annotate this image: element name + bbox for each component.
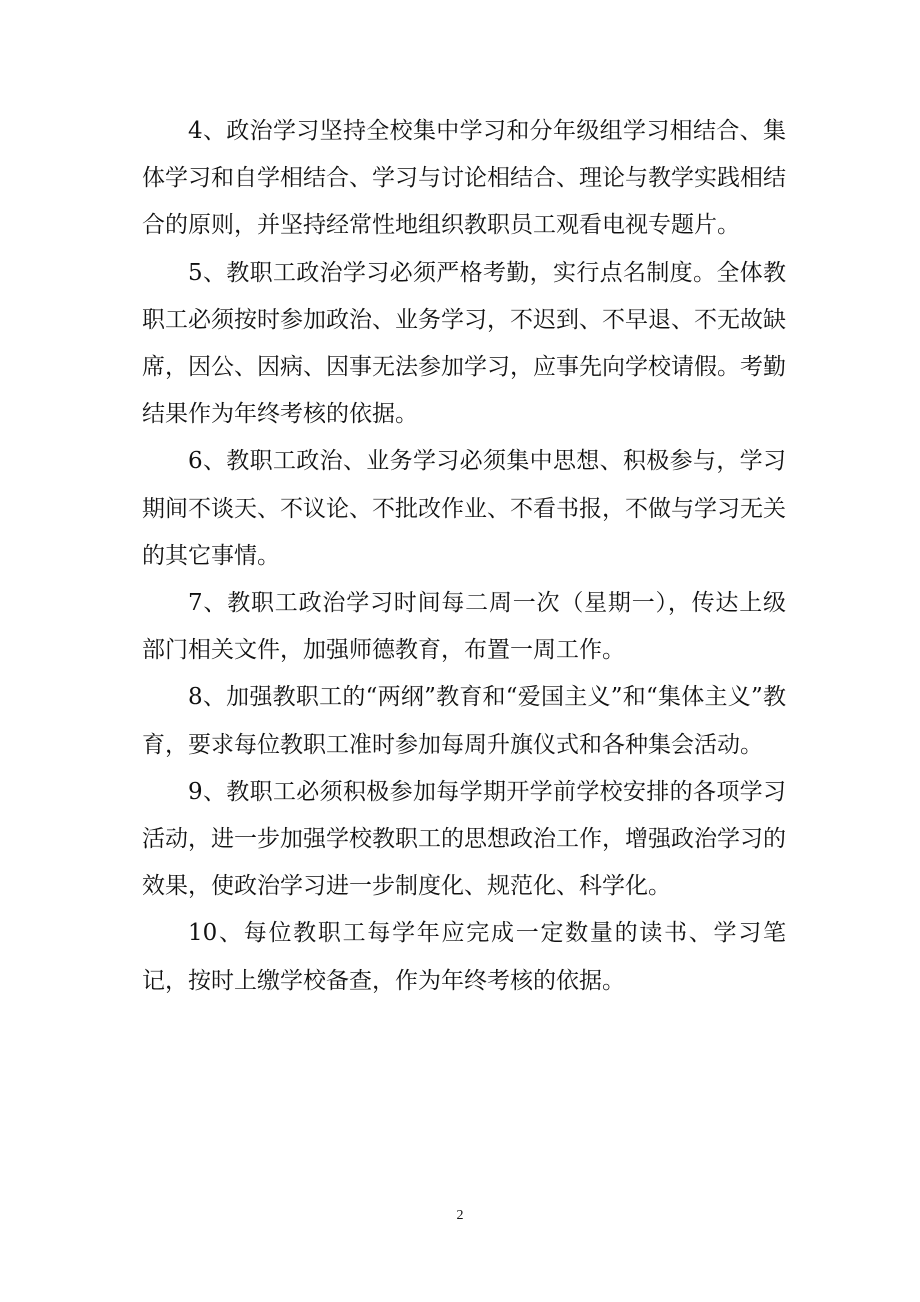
page-number: 2 [456,1208,464,1223]
paragraph-item-5: 5、教职工政治学习必须严格考勤，实行点名制度。全体教职工必须按时参加政治、业务学习，不迟到、不早退、不无故缺席，因公、因病、因事无法参加学习，应事先向学校请假。考勤结果作为年终考核的依据。 [142,259,786,428]
paragraph-item-4: 4、政治学习坚持全校集中学习和分年级组学习相结合、集体学习和自学相结合、学习与讨论相结合、理论与教学实践相结合的原则，并坚持经常性地组织教职员工观看电视专题片。 [142,118,786,239]
paragraph-item-10: 10、每位教职工每学年应完成一定数量的读书、学习笔记，按时上缴学校备查，作为年终考核的依据。 [142,920,786,994]
paragraph-item-6: 6、教职工政治、业务学习必须集中思想、积极参与，学习期间不谈天、不议论、不批改作业、不看书报，不做与学习无关的其它事情。 [142,448,786,569]
paragraph-item-8: 8、加强教职工的“两纲”教育和“爱国主义”和“集体主义”教育，要求每位教职工准时参加每周升旗仪式和各种集会活动。 [142,684,786,758]
document-body [142,108,786,1005]
paragraph-item-9: 9、教职工必须积极参加每学期开学前学校安排的各项学习活动，进一步加强学校教职工的思想政治工作，增强政治学习的效果，使政治学习进一步制度化、规范化、科学化。 [142,778,786,900]
paragraph-item-7: 7、教职工政治学习时间每二周一次（星期一），传达上级部门相关文件，加强师德教育，布置一周工作。 [142,590,786,664]
